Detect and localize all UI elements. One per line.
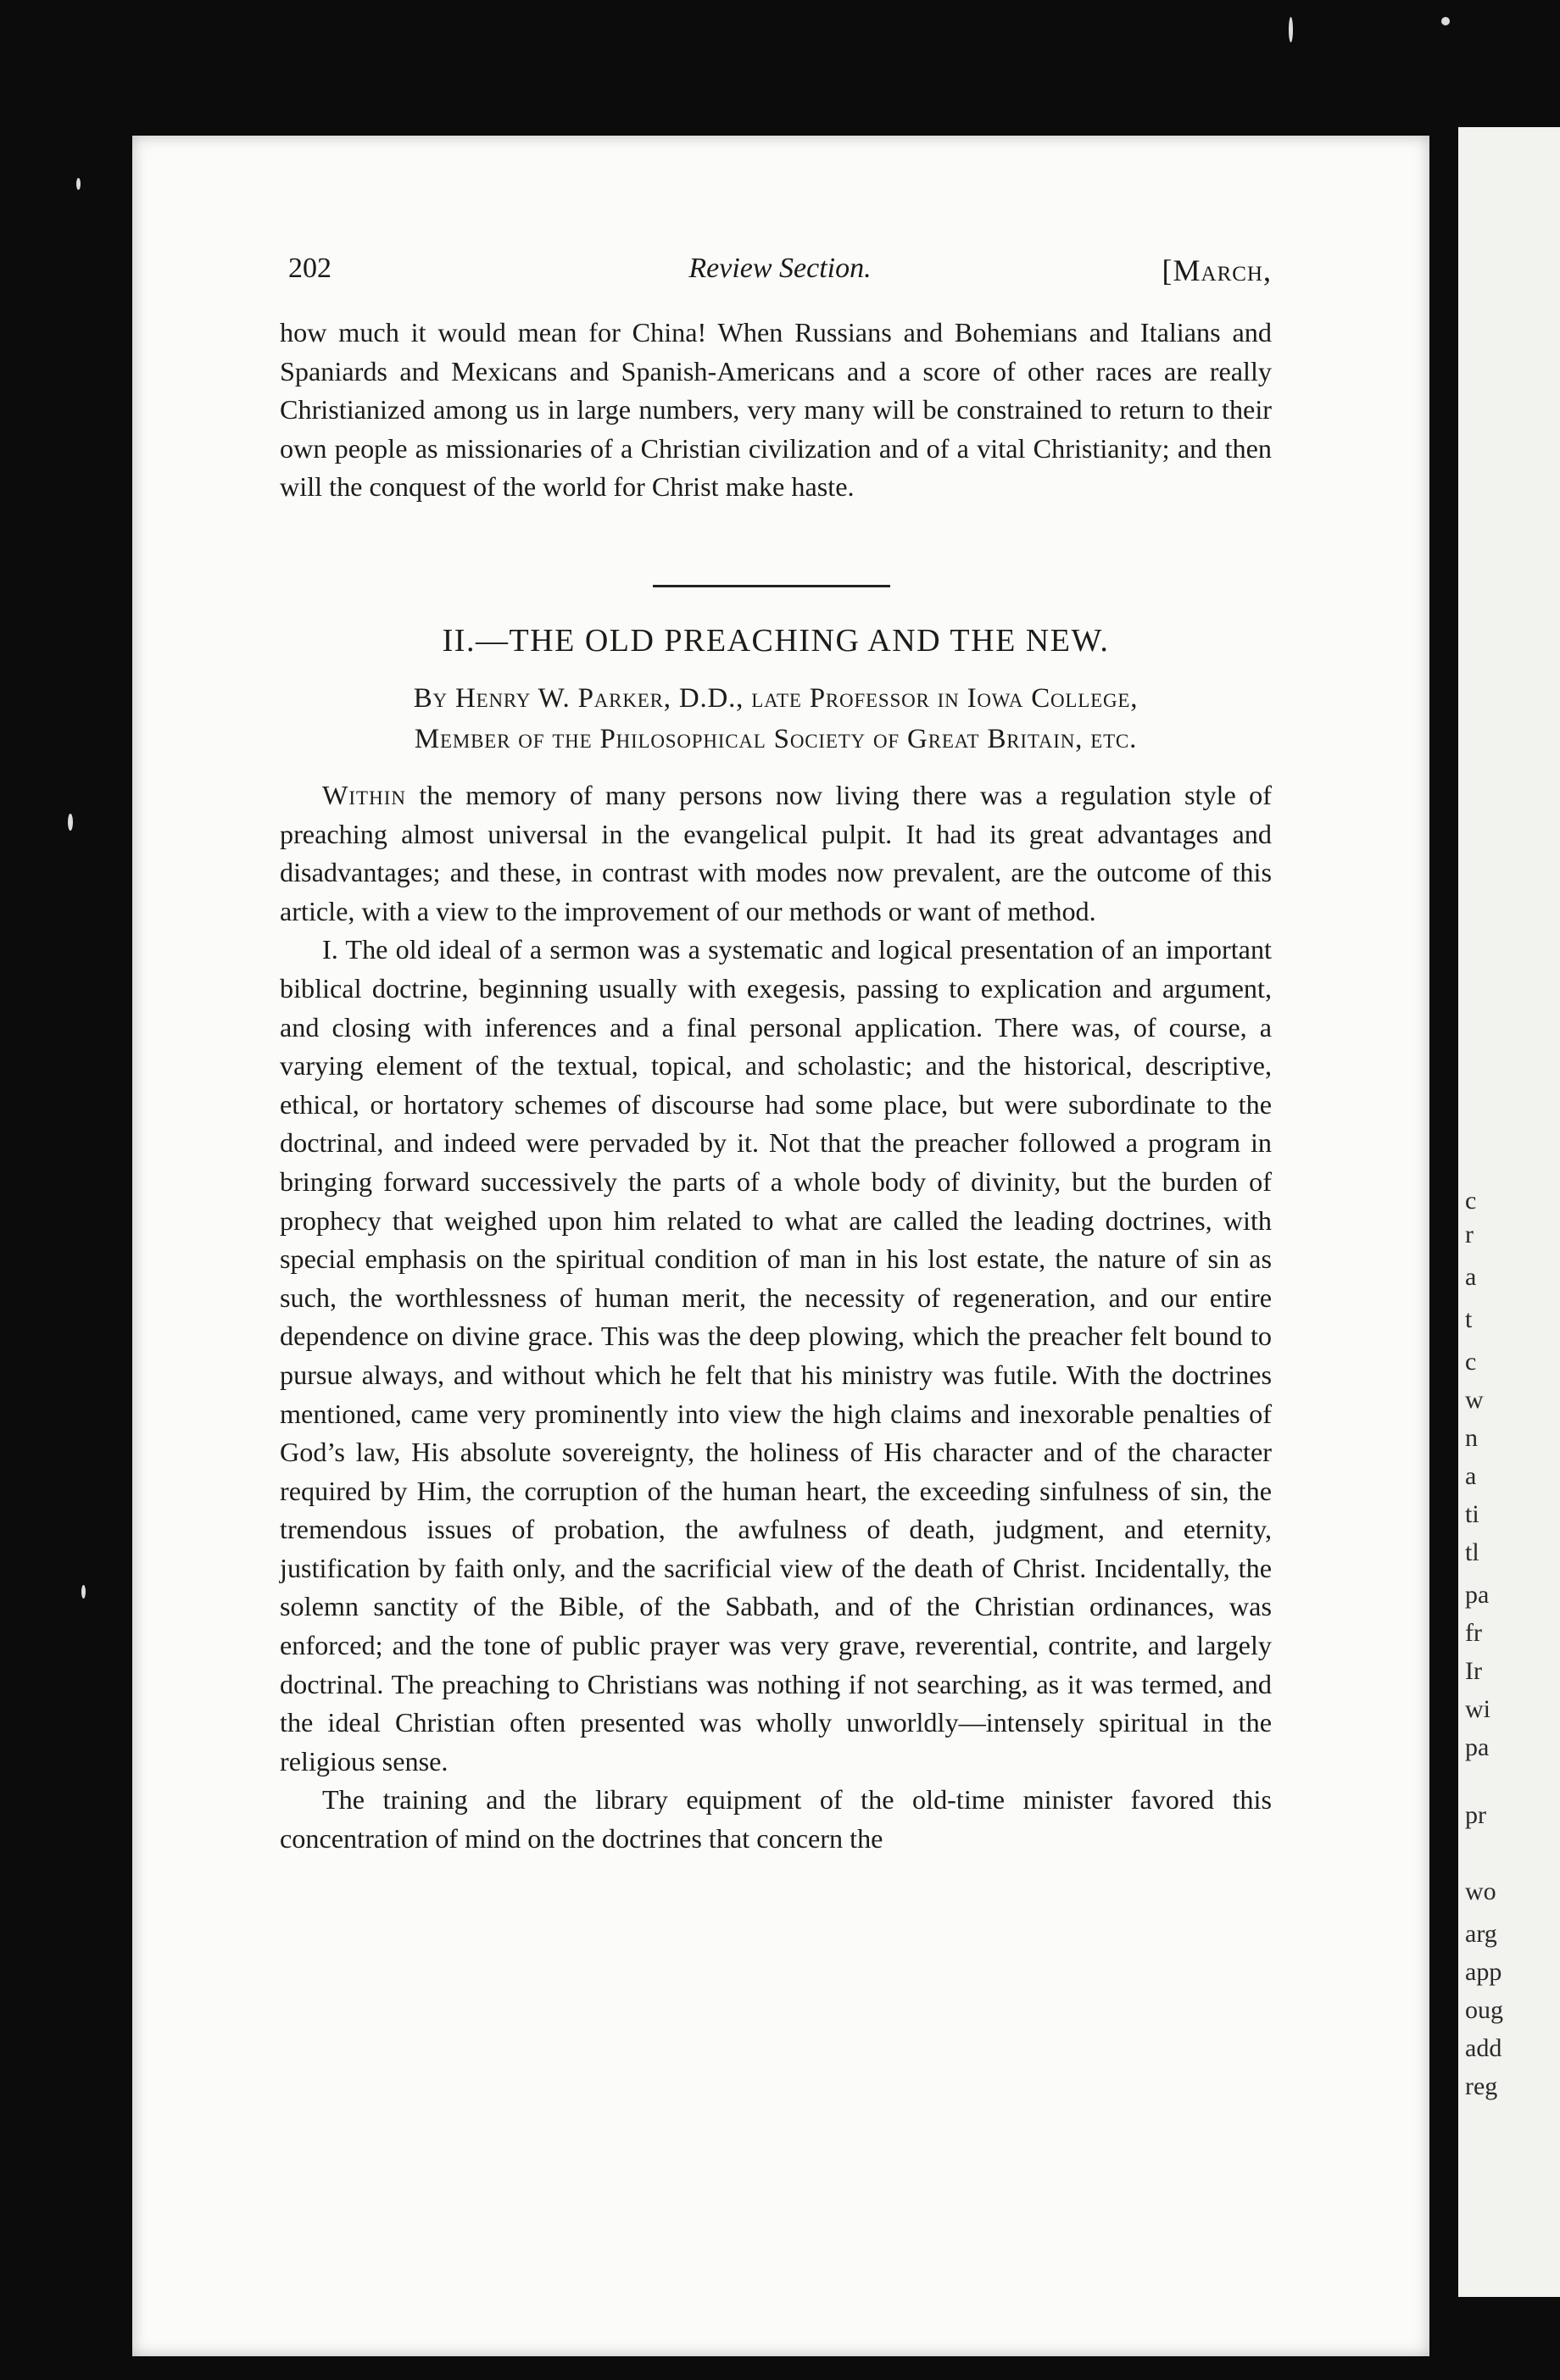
adjacent-page-fragment: add xyxy=(1465,2034,1502,2062)
issue-month: [March, xyxy=(1162,253,1272,287)
adjacent-page-fragment: Ir xyxy=(1465,1657,1482,1685)
adjacent-page-fragment: t xyxy=(1465,1305,1473,1333)
scan-speck xyxy=(1289,17,1293,42)
adjacent-page-fragment: pa xyxy=(1465,1581,1490,1609)
byline-line-2: Member of the Philosophical Society of Great Britain, etc. xyxy=(414,724,1138,754)
adjacent-page-fragment: c xyxy=(1465,1187,1477,1215)
running-header xyxy=(288,253,1272,295)
adjacent-page-fragment: wo xyxy=(1465,1877,1496,1905)
adjacent-page-fragment: c xyxy=(1465,1348,1477,1376)
adjacent-page-fragment: fr xyxy=(1465,1619,1482,1647)
scan-speck xyxy=(1441,17,1450,25)
paragraph-1-text: the memory of many persons now living there was a regulation style of preaching almost universal in the evangelical pulpit. It had its great advantages and disadvantages; and these, in contrast with modes now prevalent, are the outcome of this article, with a view to the improvement of our methods or want of method. xyxy=(280,780,1272,926)
intro-text-block xyxy=(280,314,1272,507)
adjacent-page-fragment: ti xyxy=(1465,1500,1479,1528)
paragraph-1-lead: Within xyxy=(322,780,406,810)
adjacent-page-fragment: n xyxy=(1465,1424,1478,1452)
adjacent-page-fragment: w xyxy=(1465,1386,1484,1414)
page-number: 202 xyxy=(288,253,332,284)
paragraph-2: I. The old ideal of a sermon was a systematic and logical presentation of an important biblical doctrine, beginning usually with exegesis, passing to explication and argument, and closing with inferences and a final personal application. There was, of course, a varying element of the textual, topical, and scholastic; and the historical, descriptive, ethical, or hortatory schemes of discourse had some place, but were subordinate to the doctrinal, and indeed were pervaded by it. Not that the preacher followed a program in bringing forward successively the parts of a whole body of divinity, but the burden of prophecy that weighed upon him related to what are called the leading doctrines, with special emphasis on the spiritual condition of man in his lost estate, the nature of sin as such, the worthlessness of human merit, the necessity of regeneration, and our entire dependence on divine grace. This was the deep plowing, which the preacher felt bound to pursue always, and without which he felt that his ministry was futile. With the doctrines mentioned, came very prominently into view the high claims and inexorable penalties of God’s law, His absolute sovereignty, the holiness of His character and of the character required by Him, the corruption of the human heart, the exceeding sinfulness of sin, the tremendous issues of probation, the awfulness of death, judgment, and eternity, justification by faith only, and the sacrificial view of the death of Christ. Incidentally, the solemn sanctity of the Bible, of the Sabbath, and of the Christian ordinances, was enforced; and the tone of public prayer was very grave, reverential, contrite, and largely doctrinal. The preaching to Christians was nothing if not searching, as it was termed, and the ideal Christian often presented was wholly unworldly—intensely spiritual in the religious sense. xyxy=(280,934,1272,1777)
adjacent-page-fragment: arg xyxy=(1465,1920,1497,1948)
section-title: Review Section. xyxy=(688,253,872,284)
adjacent-page-fragment: app xyxy=(1465,1958,1502,1986)
adjacent-page-fragment: a xyxy=(1465,1263,1477,1291)
adjacent-page-fragment: reg xyxy=(1465,2072,1498,2100)
article-title: II.—THE OLD PREACHING AND THE NEW. xyxy=(442,623,1110,659)
adjacent-page-fragment: tl xyxy=(1465,1538,1479,1566)
adjacent-page-fragment: a xyxy=(1465,1462,1477,1490)
scan-speck xyxy=(76,178,81,190)
byline-line-1: By Henry W. Parker, D.D., late Professor in Iowa College, xyxy=(413,683,1139,714)
adjacent-page-fragment: oug xyxy=(1465,1996,1503,2024)
paragraph-1 xyxy=(280,776,1272,931)
adjacent-page-fragment: pr xyxy=(1465,1801,1486,1829)
adjacent-page-fragment: wi xyxy=(1465,1695,1490,1723)
adjacent-page-fragment: r xyxy=(1465,1221,1474,1248)
adjacent-page-fragment: pa xyxy=(1465,1733,1490,1761)
scan-speck xyxy=(81,1585,86,1599)
article-body xyxy=(280,776,1272,1859)
paragraph-3: The training and the library equipment of the old-time minister favored this concentration of mind on the doctrines that concern the xyxy=(280,1784,1272,1855)
intro-paragraph: how much it would mean for China! When Russians and Bohemians and Italians and Spaniards and Mexicans and Spanish-Americans and a score of other races are really Christianized among us in large numbers, very many will be constrained to return to their own people as missionaries of a Christian civilization and of a vital Christianity; and then will the conquest of the world for Christ make haste. xyxy=(280,317,1272,503)
article-byline xyxy=(280,678,1272,759)
scan-speck xyxy=(68,814,73,831)
adjacent-page-edge xyxy=(1458,127,1560,2297)
section-divider xyxy=(653,585,890,587)
